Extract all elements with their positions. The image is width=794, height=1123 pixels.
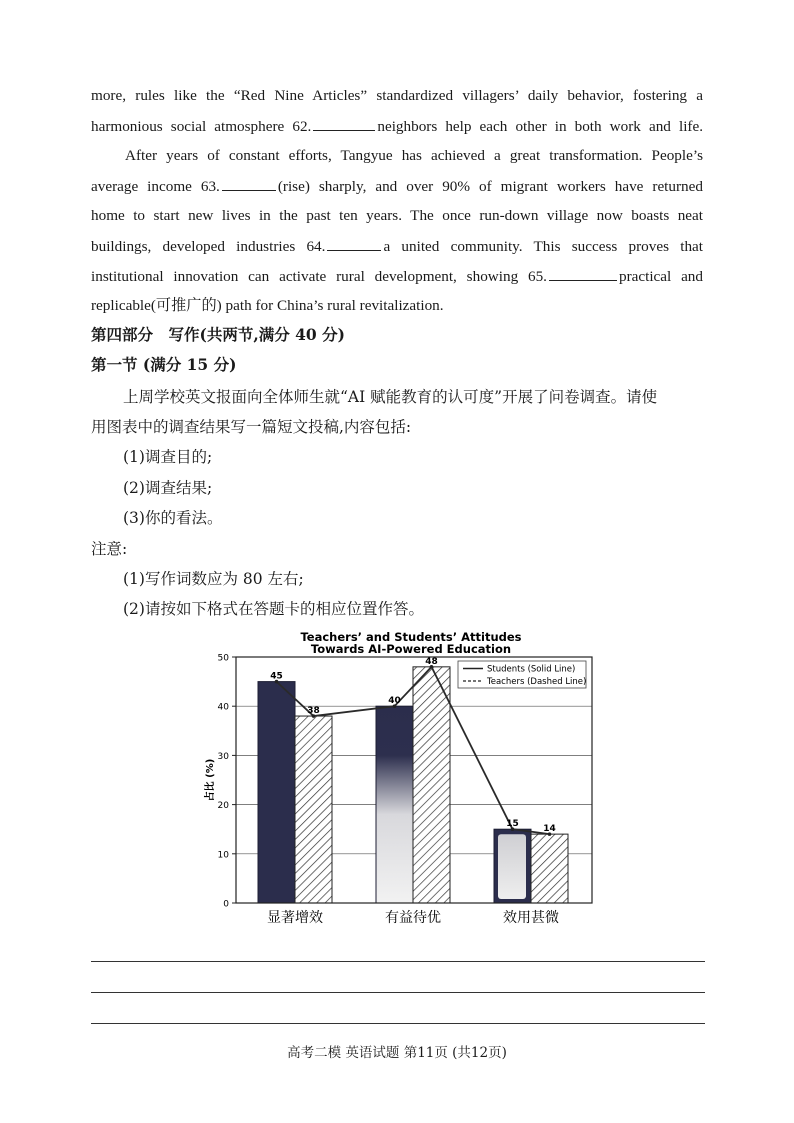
teacher-bar-2 (413, 667, 450, 903)
teacher-value-label: 48 (425, 656, 438, 667)
legend-teachers: Teachers (Dashed Line) (487, 677, 587, 687)
passage-line-8: replicable(可推广的) path for China’s rural revitalization. (91, 297, 444, 314)
answer-blank-62[interactable] (313, 116, 375, 131)
page-footer: 高考二模 英语试题 第11页 (共12页) (287, 1045, 507, 1061)
student-value-label: 40 (388, 696, 401, 707)
y-axis-label: 占比 (%) (205, 758, 216, 802)
legend (458, 661, 586, 688)
attitudes-chart (0, 625, 794, 935)
student-bar-highlight (498, 834, 526, 899)
y-tick-label: 50 (217, 653, 229, 664)
chart-subtitle: Towards AI-Powered Education (310, 642, 512, 656)
answer-blank-64[interactable] (327, 236, 381, 251)
answer-line-1[interactable] (91, 961, 705, 962)
note-item-1: (1)写作词数应为 80 左右; (123, 570, 304, 588)
chart-title: Teachers’ and Students’ Attitudes (300, 630, 522, 644)
content-item-1: (1)调查目的; (123, 448, 213, 466)
y-tick-label: 20 (217, 801, 229, 812)
student-value-label: 45 (270, 671, 283, 682)
note-heading: 注意: (91, 540, 128, 558)
passage-line-6-start: buildings, developed industries 64. (91, 238, 326, 255)
teacher-value-label: 14 (543, 824, 556, 835)
category-label: 显著增效 (267, 910, 323, 926)
passage-line-2-end: neighbors help each other in both work and life. (377, 118, 704, 135)
passage-line-2 (91, 116, 703, 137)
answer-line-2[interactable] (91, 992, 705, 993)
section-one-heading: 第一节 (满分 15 分) (91, 355, 237, 374)
teacher-value-label: 38 (307, 706, 320, 717)
passage-line-1: more, rules like the “Red Nine Articles” standardized villagers’ daily behavior, fostering a (91, 87, 703, 104)
passage-line-4 (91, 176, 703, 197)
passage-line-4-start: average income 63. (91, 178, 220, 195)
passage-line-4-end: (rise) sharply, and over 90% of migrant workers have returned (277, 178, 703, 195)
passage-line-3: After years of constant efforts, Tangyue has achieved a great transformation. People’s (125, 147, 703, 164)
category-label: 有益待优 (385, 910, 441, 926)
category-label: 效用甚微 (503, 910, 559, 926)
teacher-bar-1 (295, 716, 332, 903)
student-bar-2 (376, 706, 413, 903)
student-value-label: 15 (506, 819, 519, 830)
answer-blank-65[interactable] (549, 266, 617, 281)
legend-students: Students (Solid Line) (487, 664, 576, 675)
part-four-heading: 第四部分 写作(共两节,满分 40 分) (91, 325, 345, 344)
answer-line-3[interactable] (91, 1023, 705, 1024)
passage-line-5: home to start new lives in the past ten years. The once run-down village now boasts neat (91, 207, 703, 224)
y-tick-label: 40 (217, 702, 229, 713)
prompt-line-1: 上周学校英文报面向全体师生就“AI 赋能教育的认可度”开展了问卷调查。请使 (123, 388, 658, 406)
answer-blank-63[interactable] (222, 176, 276, 191)
y-tick-label: 0 (223, 899, 229, 910)
student-bar-1 (258, 682, 295, 903)
prompt-line-2: 用图表中的调查结果写一篇短文投稿,内容包括: (91, 418, 412, 436)
passage-line-2-start: harmonious social atmosphere 62. (91, 118, 312, 135)
passage-line-7-start: institutional innovation can activate rural development, showing 65. (91, 268, 547, 285)
note-item-2: (2)请按如下格式在答题卡的相应位置作答。 (123, 600, 424, 618)
teacher-bar-3 (531, 834, 568, 903)
y-tick-label: 10 (217, 850, 229, 861)
passage-line-7-end: practical and (618, 268, 703, 285)
bars (258, 667, 568, 903)
content-item-2: (2)调查结果; (123, 479, 213, 497)
passage-line-6 (91, 236, 703, 257)
passage-line-7 (91, 266, 703, 287)
content-item-3: (3)你的看法。 (123, 509, 223, 527)
y-tick-label: 30 (217, 751, 229, 762)
passage-line-6-end: a united community. This success proves that (383, 238, 703, 255)
